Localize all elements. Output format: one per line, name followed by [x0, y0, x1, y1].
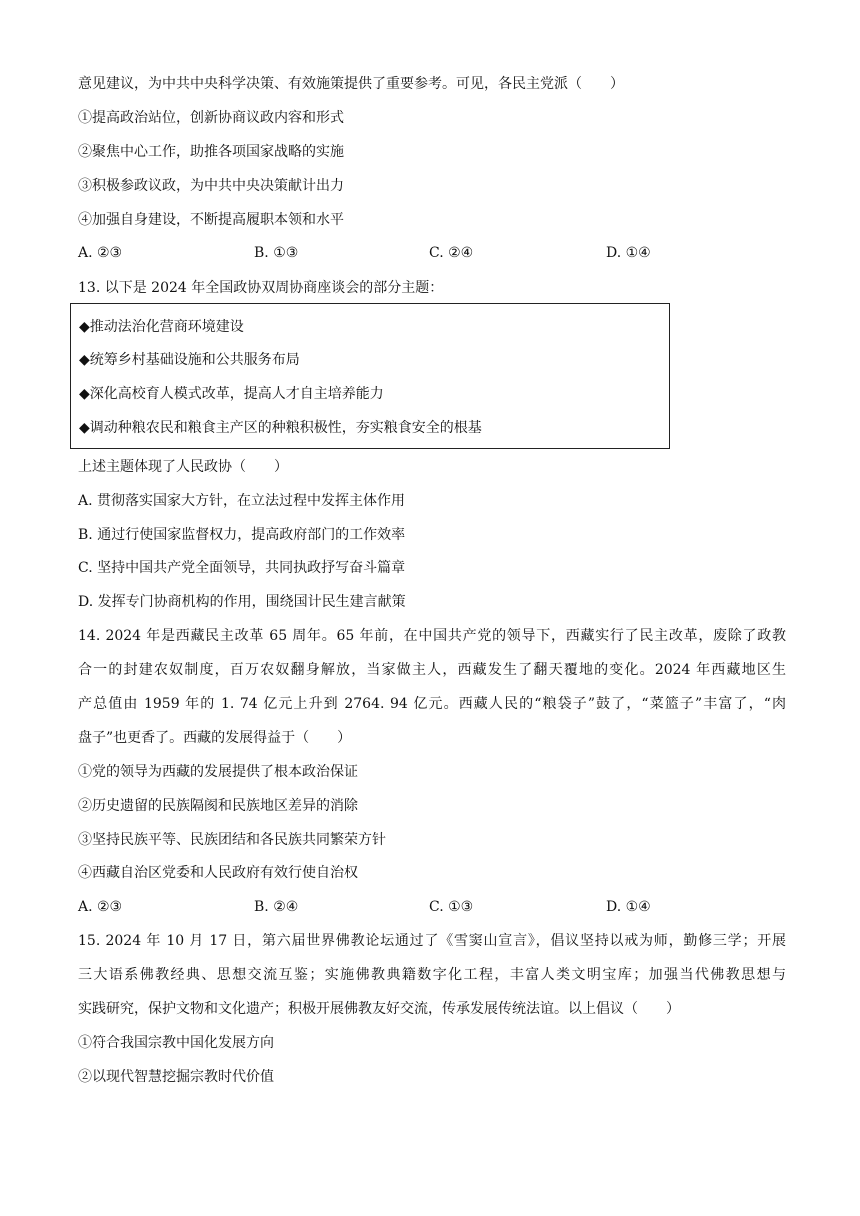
q13-topic-2: ◆统筹乡村基础设施和公共服务布局: [79, 352, 300, 368]
q13-topic-3: ◆深化高校育人模式改革，提高人才自主培养能力: [79, 386, 384, 402]
q14-option-c[interactable]: C. ①③: [429, 899, 474, 915]
q13-topic-4: ◆调动种粮农民和粮食主产区的种粮积极性，夯实粮食安全的根基: [79, 420, 482, 436]
q14-stem-line-3: 产总值由 1959 年的 1. 74 亿元上升到 2764. 94 亿元。西藏人民的“粮袋子”鼓了，“菜篮子”丰富了，“肉: [78, 696, 786, 712]
q15-stem-line-1: 15. 2024 年 10 月 17 日，第六届世界佛教论坛通过了《雪窦山宣言》，倡议坚持以戒为师，勤修三学；开展: [78, 933, 786, 949]
q15-stem-line-3: 实践研究，保护文物和文化遗产；积极开展佛教友好交流，传承发展传统法谊。以上倡议（ ）: [78, 1001, 680, 1017]
q12-option-a[interactable]: A. ②③: [78, 245, 123, 261]
q15-stem-line-2: 三大语系佛教经典、思想交流互鉴；实施佛教典籍数字化工程，丰富人类文明宝库；加强当代佛教思想与: [78, 967, 786, 983]
q13-option-d[interactable]: D. 发挥专门协商机构的作用，围绕国计民生建言献策: [78, 594, 406, 610]
q13-option-a[interactable]: A. 贯彻落实国家大方针，在立法过程中发挥主体作用: [78, 493, 406, 509]
q12-option-b[interactable]: B. ①③: [254, 245, 299, 261]
q12-item-2: ②聚焦中心工作，助推各项国家战略的实施: [78, 144, 344, 160]
q14-stem-line-4: 盘子”也更香了。西藏的发展得益于（ ）: [78, 730, 352, 746]
q12-option-d[interactable]: D. ①④: [606, 245, 651, 261]
q12-options: [78, 243, 778, 263]
q14-item-1: ①党的领导为西藏的发展提供了根本政治保证: [78, 764, 358, 780]
q12-option-c[interactable]: C. ②④: [429, 245, 474, 261]
q15-item-1: ①符合我国宗教中国化发展方向: [78, 1035, 274, 1051]
q12-stem: 意见建议，为中共中央科学决策、有效施策提供了重要参考。可见，各民主党派（ ）: [78, 76, 624, 92]
q13-topic-box: [70, 303, 670, 449]
q14-stem-line-1: 14. 2024 年是西藏民主改革 65 周年。65 年前，在中国共产党的领导下，西藏实行了民主改革，废除了政教: [78, 628, 786, 644]
q13-option-b[interactable]: B. 通过行使国家监督权力，提高政府部门的工作效率: [78, 527, 406, 543]
q13-option-c[interactable]: C. 坚持中国共产党全面领导，共同执政抒写奋斗篇章: [78, 560, 406, 576]
q13-question: 上述主题体现了人民政协（ ）: [78, 459, 288, 475]
q14-option-a[interactable]: A. ②③: [78, 899, 123, 915]
q14-options: [78, 897, 778, 917]
q13-stem: 13. 以下是 2024 年全国政协双周协商座谈会的部分主题：: [78, 280, 444, 296]
q14-item-3: ③坚持民族平等、民族团结和各民族共同繁荣方针: [78, 832, 386, 848]
q12-item-1: ①提高政治站位，创新协商议政内容和形式: [78, 110, 344, 126]
q12-item-3: ③积极参政议政，为中共中央决策献计出力: [78, 178, 344, 194]
q14-stem-line-2: 合一的封建农奴制度，百万农奴翻身解放，当家做主人，西藏发生了翻天覆地的变化。2024 年西藏地区生: [78, 662, 786, 678]
q14-item-2: ②历史遗留的民族隔阂和民族地区差异的消除: [78, 798, 358, 814]
q14-item-4: ④西藏自治区党委和人民政府有效行使自治权: [78, 865, 358, 881]
q12-item-4: ④加强自身建设，不断提高履职本领和水平: [78, 212, 344, 228]
q14-option-d[interactable]: D. ①④: [606, 899, 651, 915]
q15-item-2: ②以现代智慧挖掘宗教时代价值: [78, 1069, 274, 1085]
q14-option-b[interactable]: B. ②④: [254, 899, 299, 915]
q13-topic-1: ◆推动法治化营商环境建设: [79, 319, 244, 335]
